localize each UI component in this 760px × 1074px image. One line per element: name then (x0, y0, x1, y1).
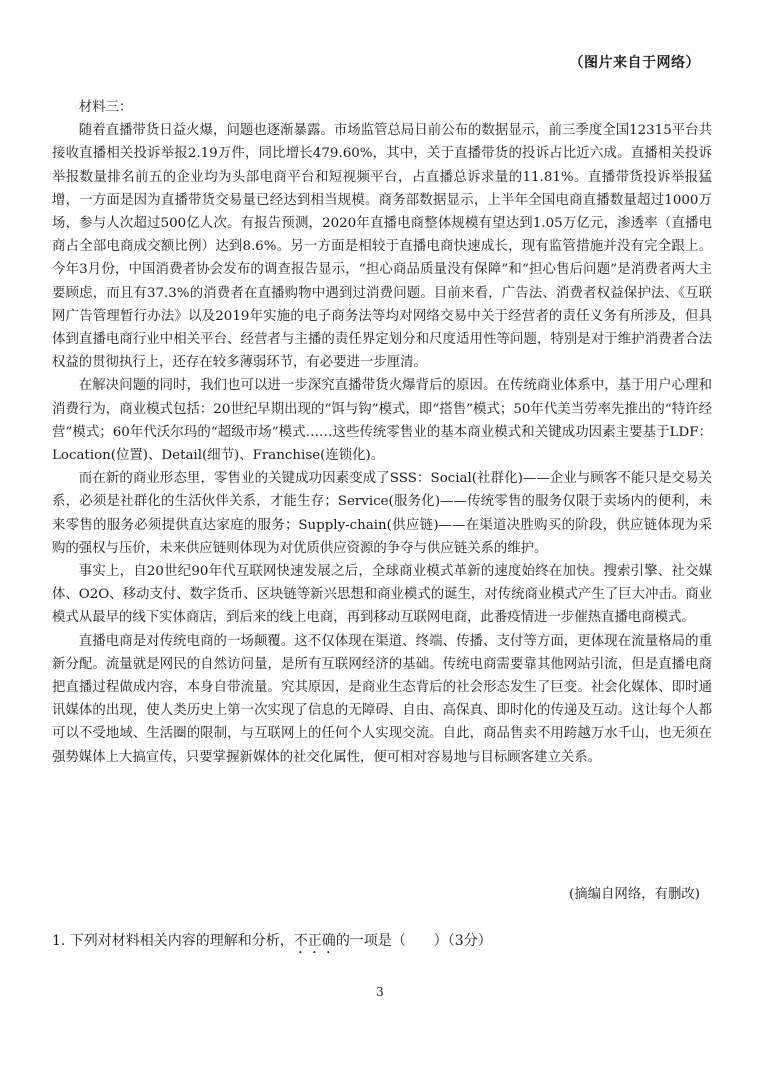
page-number: 3 (376, 985, 384, 999)
source-note: (摘编自网络，有删改) (569, 887, 700, 902)
material-three-body (52, 96, 712, 769)
paragraph-5: 直播电商是对传统电商的一场颠覆。这不仅体现在渠道、终端、传播、支付等方面，更体现在流量格局的重新分配。流量就是网民的自然访问量，是所有互联网经济的基础。传统电商需要靠其他网站引流，但是直播电商把直播过程做成内容，本身自带流量。究其原因，是商业生态背后的社会形态发生了巨变。社会化媒体、即时通讯媒体的出现，使人类历史上第一次实现了信息的无障碍、自由、高保真、即时化的传递及互动。这让每个人都可以不受地域、生活圈的限制，与互联网上的任何个人实现交流。自此，商品售卖不用跨越万水千山，也无须在强势媒体上大搞宣传，只要掌握新媒体的社交化属性，便可相对容易地与目标顾客建立关系。 (52, 633, 712, 765)
question-1 (52, 930, 492, 957)
paragraph-1: 随着直播带货日益火爆，问题也逐渐暴露。市场监管总局日前公布的数据显示，前三季度全国12315平台共接收直播相关投诉举报2.19万件，同比增长479.60%，其中，关于直播带货的投诉占比近六成。直播相关投诉举报数量排名前五的企业均为头部电商平台和短视频平台，占直播总诉求量的11.81%。直播带货投诉举报猛增，一方面是因为直播带货交易量已经达到相当规模。商务部数据显示，上半年全国电商直播数量超过1000万场，参与人次超过500亿人次。有报告预测，2020年直播电商整体规模有望达到1.05万亿元，渗透率（直播电商占全部电商成交额比例）达到8.6%。另一方面是相较于直播电商快速成长，现有监管措施并没有完全跟上。今年3月份，中国消费者协会发布的调查报告显示，“担心商品质量没有保障”和“担心售后问题”是消费者两大主要顾虑，而且有37.3%的消费者在直播购物中遇到过消费问题。目前来看，广告法、消费者权益保护法、《互联网广告管理暂行办法》以及2019年实施的电子商务法等均对网络交易中关于经营者的责任义务有所涉及，但具体到直播电商行业中相关平台、经营者与主播的责任界定划分和尺度适用性等问题，特别是对于维护消费者合法权益的贯彻执行上，还存在较多薄弱环节，有必要进一步厘清。 (52, 123, 712, 371)
paragraph-2: 在解决问题的同时，我们也可以进一步深究直播带货火爆背后的原因。在传统商业体系中，基于用户心理和消费行为，商业模式包括：20世纪早期出现的“饵与钩”模式，即“搭售”模式；50年代美当劳率先推出的“特许经营”模式；60年代沃尔玛的“超级市场”模式……这些传统零售业的基本商业模式和关键成功因素主要基于LDF：Location(位置)、Detail(细节)、Franchise(连锁化)。 (52, 378, 712, 464)
question-suffix: 的一项是（ ）（3分） (335, 933, 492, 949)
material-title: 材料三： (78, 100, 133, 115)
paragraph-4: 事实上，自20世纪90年代互联网快速发展之后，全球商业模式革新的速度始终在加快。搜索引擎、社交媒体、O2O、移动支付、数字货币、区块链等新兴思想和商业模式的诞生，对传统商业模式产生了巨大冲击。商业模式从最早的线下实体商店，到后来的线上电商，再到移动互联网电商，此番疫情进一步催热直播电商模式。 (52, 564, 712, 626)
question-emphasis: 不正确 (293, 933, 336, 949)
image-source-caption: （图片来自于网络） (569, 55, 700, 71)
question-prefix: 1. 下列对材料相关内容的理解和分析， (52, 933, 294, 949)
paragraph-3: 而在新的商业形态里，零售业的关键成功因素变成了SSS：Social(社群化)——企业与顾客不能只是交易关系，必须是社群化的生活伙伴关系，才能生存；Service(服务化)——传统零售的服务仅限于卖场内的便利，未来零售的服务必须提供直达家庭的服务；Supply-chain(供应链)——在渠道决胜购买的阶段，供应链体现为采购的强权与压价，未来供应链则体现为对优质供应资源的争夺与供应链关系的维护。 (52, 471, 712, 556)
